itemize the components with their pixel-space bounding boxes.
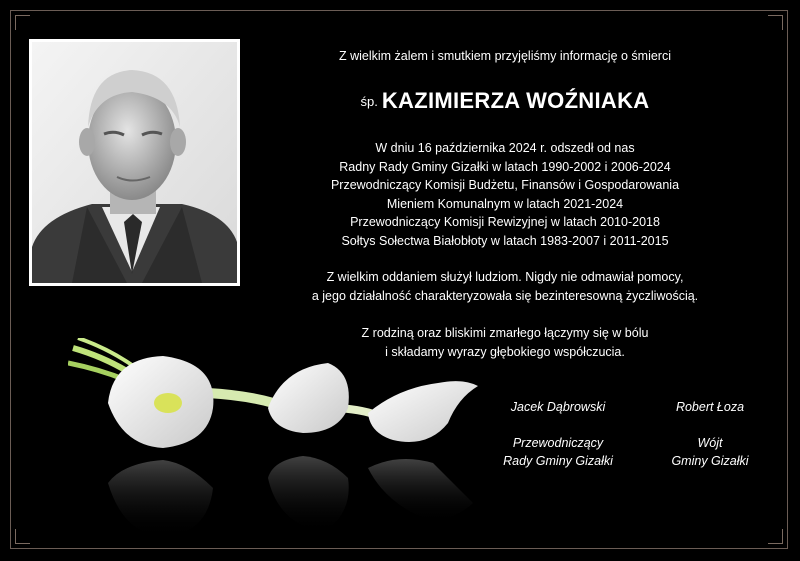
signatory-title-line: Wójt (697, 435, 723, 450)
intro-text: Z wielkim żalem i smutkiem przyjęliśmy informację o śmierci (339, 49, 671, 63)
signature-mayor (630, 398, 790, 471)
signatory-title (630, 434, 790, 471)
frame-corner (768, 529, 783, 544)
calla-lilies-image (68, 338, 488, 548)
biography-line: Przewodniczący Komisji Rewizyjnej w latach 2010-2018 (350, 215, 660, 229)
frame-corner (15, 15, 30, 30)
signatory-name: Robert Łoza (675, 400, 745, 414)
service-line: a jego działalność charakteryzowała się bezinteresowną życzliwością. (311, 288, 699, 303)
signatory-title-line: Rady Gminy Gizałki (503, 454, 613, 468)
biography-line: Radny Rady Gminy Gizałki w latach 1990-2002 i 2006-2024 (339, 159, 671, 174)
condolences-line: Z rodziną oraz bliskimi zmarłego łączymy się w bólu (361, 326, 649, 340)
deceased-name-line (280, 88, 730, 114)
portrait-image (32, 42, 237, 283)
service-line: Z wielkim oddaniem służył ludziom. Nigdy nie odmawiał pomocy, (326, 270, 684, 284)
condolences-line: i składamy wyrazy głębokiego współczucia. (385, 344, 625, 359)
biography-line: Przewodniczący Komisji Budżetu, Finansów i Gospodarowania (330, 178, 680, 192)
signature-chairman (478, 398, 638, 471)
signatory-title-line: Przewodniczący (512, 435, 604, 450)
frame-corner (768, 15, 783, 30)
frame-corner (15, 529, 30, 544)
name-prefix: śp. (360, 94, 378, 109)
biography-line: Mieniem Komunalnym w latach 2021-2024 (386, 196, 624, 211)
biography-line: W dniu 16 października 2024 r. odszedł od nas (375, 141, 635, 155)
portrait-photo (29, 39, 240, 286)
biography-line: Sołtys Sołectwa Białobłoty w latach 1983-2007 i 2011-2015 (341, 233, 669, 248)
signatory-title (478, 434, 638, 471)
deceased-name: KAZIMIERZA WOŹNIAKA (381, 88, 650, 113)
signatory-name: Jacek Dąbrowski (510, 400, 606, 414)
signatory-title-line: Gminy Gizałki (671, 454, 749, 468)
biography-block (280, 139, 730, 250)
service-block (280, 268, 730, 305)
